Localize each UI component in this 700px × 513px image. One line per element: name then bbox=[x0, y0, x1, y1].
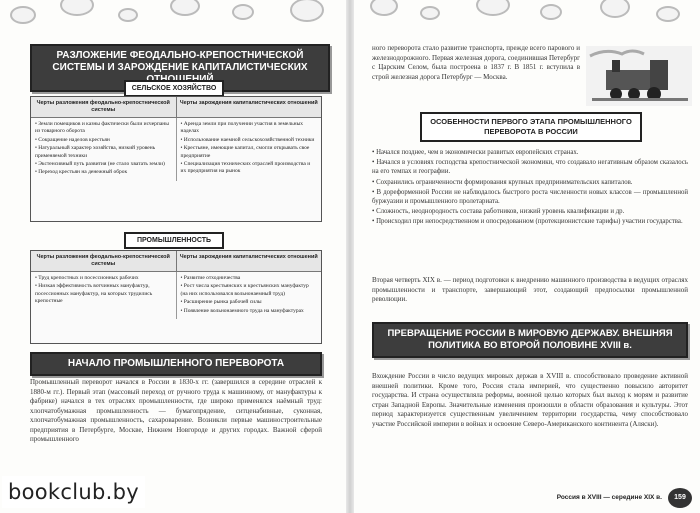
right-page bbox=[354, 0, 700, 513]
table-cell: • Расширение рынка рабочей силы bbox=[180, 299, 262, 306]
second-quarter-paragraph bbox=[372, 276, 688, 314]
table-cell: • Низкая эффективность вотчинных мануфактур, посессионных мануфактур, на которых трудились крепостные bbox=[35, 283, 153, 305]
table-cell: • Сокращение наделов крестьян bbox=[35, 136, 110, 143]
industry-label: ПРОМЫШЛЕННОСТЬ bbox=[124, 232, 224, 249]
agriculture-col2 bbox=[176, 118, 322, 181]
agriculture-table-header bbox=[31, 97, 321, 118]
section-title-world-power: ПРЕВРАЩЕНИЕ РОССИИ В МИРОВУЮ ДЕРЖАВУ. ВНЕШНЯЯ ПОЛИТИКА ВО ВТОРОЙ ПОЛОВИНЕ XVIII в. bbox=[372, 322, 688, 358]
industry-table bbox=[30, 250, 322, 344]
list-item: • Начался позднее, чем в экономически развитых европейских странах. bbox=[372, 149, 579, 156]
paragraph-text: ного переворота стало развитие транспорта, прежде всего парового и железнодорожного. Первая железная дорога, соединившая Петербург с Царским Селом, была построена в 1837 г. В 1851 г. вступила в строй железная дорога Петербург — Москва. bbox=[372, 44, 580, 81]
list-item: • Начался в условиях господства крепостнической экономики, что создавало негативным образом сказалось на его темпах и географии. bbox=[372, 159, 688, 176]
section-title-industrial-revolution: НАЧАЛО ПРОМЫШЛЕННОГО ПЕРЕВОРОТА bbox=[30, 352, 322, 376]
agriculture-col1-header: Черты разложения феодально-крепостнической системы bbox=[36, 100, 170, 113]
list-item: • В дореформенной России не наблюдалось быстрого роста численности новых классов — промышленной буржуазии и промышленного пролетариата. bbox=[372, 188, 688, 206]
industry-col2-header: Черты зарождения капиталистических отношений bbox=[176, 251, 322, 271]
page-number: 159 bbox=[668, 488, 692, 508]
list-item: • Сохранились ограниченности формирования крупных предпринимательских капиталов. bbox=[372, 178, 633, 186]
running-head: Россия в XVIII — середине XIX в. bbox=[556, 494, 662, 501]
industry-col1 bbox=[31, 272, 176, 319]
book-gutter bbox=[346, 0, 354, 513]
paragraph-text: Вхождение России в число ведущих мировых держав в XVIII в. способствовало проведение активной внешней политики. Кроме того, Россия стала империей, что существенно повысило авторитет государства. И страна осуществляла реформы, военной целью которых был выход к морям и развитие стран Западной Европы. Значительные изменения произошли в области образования и культуры. Этот период характеризуется существенным увеличением территории государства, чему способствовало участие Российской империи в войнах и освоение Северо-Американского континента (Аляски). bbox=[372, 372, 688, 428]
industry-col2 bbox=[176, 272, 322, 319]
industry-col1-header: Черты разложения феодально-крепостнической системы bbox=[36, 254, 170, 267]
features-label: ОСОБЕННОСТИ ПЕРВОГО ЭТАПА ПРОМЫШЛЕННОГО ПЕРЕВОРОТА В РОССИИ bbox=[420, 112, 642, 142]
site-watermark: bookclub.by bbox=[2, 476, 145, 508]
table-cell: • Развитие отходничества bbox=[180, 275, 241, 281]
chapter-banner-title: РАЗЛОЖЕНИЕ ФЕОДАЛЬНО-КРЕПОСТНИЧЕСКОЙ СИСТЕМЫ И ЗАРОЖДЕНИЕ КАПИТАЛИСТИЧЕСКИХ bbox=[30, 44, 330, 92]
table-cell: • Использование наемной сельскохозяйственной техники bbox=[180, 136, 315, 143]
left-page bbox=[0, 0, 346, 513]
features-list bbox=[372, 148, 688, 274]
table-cell: • Натуральный характер хозяйства, низкий уровень применяемой техники bbox=[35, 145, 156, 159]
table-cell: • Переход крестьян на денежный оброк bbox=[35, 169, 128, 176]
paragraph-text: Промышленный переворот начался в России в 1830-х гг. (завершился в середине отраслей к 1880-м гг.). Первый этап (массовый переход от ручного труда к машинному, от мануфактуры к фабрике) начался в тех отраслях промышленности, где широко применялся наёмный труд: хлопчатобумажная промышленность — бумагопрядение, ситценабивные, суконная, хлопчатобумажная промышленность, сахароварение. Возникли первые машиностроительные предприятия в Петербурге, Москве, Нижнем Новгороде и других городах. Важной сферой промышленного bbox=[30, 378, 322, 443]
table-cell: • Специализация технических отраслей производства и их предприятия на рынок bbox=[180, 161, 311, 175]
agriculture-label: СЕЛЬСКОЕ ХОЗЯЙСТВО bbox=[124, 80, 224, 97]
list-item: • Сложность, неоднородность состава работников, низкий уровень квалификации и др. bbox=[372, 208, 625, 216]
industry-table-header bbox=[31, 251, 321, 272]
table-cell: • Появление вольнонаемного труда на мануфактурах bbox=[180, 307, 304, 314]
agriculture-col1 bbox=[31, 118, 176, 181]
agriculture-table bbox=[30, 96, 322, 222]
steam-locomotive-illustration bbox=[586, 46, 692, 106]
paragraph-text: Вторая четверть XIX в. — период подготовки к внедрению машинного производства в ведущих отраслях промышленности и транспорте, завершающий этот, создающий предпосылки промышленной революции. bbox=[372, 276, 688, 303]
list-item: • Происходил при непосредственном и опосредованном (протекционистские тарифы) участии государства. bbox=[372, 218, 683, 226]
foreign-policy-paragraph bbox=[372, 372, 688, 480]
industrial-revolution-paragraph bbox=[30, 378, 322, 476]
page-footer bbox=[354, 485, 700, 511]
table-cell: • Крестьяне, имеющие капитал, смогли открывать свое предприятие bbox=[180, 145, 310, 159]
table-cell: • Труд крепостных и посессионных рабочих bbox=[35, 275, 139, 281]
transport-paragraph bbox=[372, 44, 580, 108]
table-cell: • Аренда земли при получении участия в земельных наделах bbox=[180, 121, 304, 135]
agriculture-col2-header: Черты зарождения капиталистических отношений bbox=[176, 97, 322, 117]
table-cell: • Экстенсивный путь развития (не стало хватать земли) bbox=[35, 161, 165, 168]
table-cell: • Земли помещиков и казны фактически были исчерпаны из товарного оборота bbox=[35, 121, 169, 135]
table-cell: • Рост числа крестьянских и крестьянских мануфактур (на них использовался вольнонаемный труд) bbox=[180, 283, 309, 297]
